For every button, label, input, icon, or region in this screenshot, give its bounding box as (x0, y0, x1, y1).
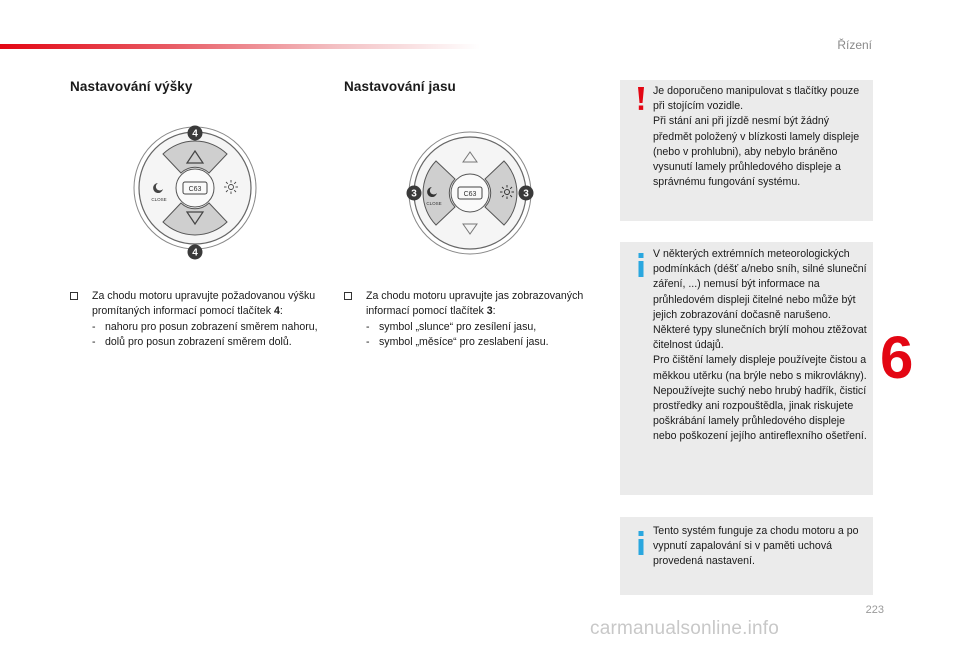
chapter-title: Řízení (837, 38, 872, 52)
info-icon (634, 252, 648, 278)
info-note (620, 517, 873, 595)
warning-note (620, 80, 873, 221)
section-title-brightness: Nastavování jasu (344, 79, 456, 94)
svg-text:C63: C63 (463, 191, 477, 198)
list-item: - dolů pro posun zobrazení směrem dolů. (92, 336, 292, 349)
svg-text:3: 3 (523, 188, 529, 200)
svg-text:4: 4 (192, 247, 198, 259)
note-text: V některých extrémních meteorologických podmínkách (déšť a/nebo sníh, silné sluneční záření, ...) nemusí být informace na průhledovém displeji čitelné nebo může být jejich zobrazování dočasně narušeno. Některé typy slunečních brýlí mohou ztěžovat čitelnost údajů. Pro čištění lamely displeje používejte čistou a měkkou utěrku (na brýle nebo s mikrovlákny). Nepoužívejte suchý nebo hrubý hadřík, čisticí prostředky ani rozpouštědla, jinak riskujete poškrábání lamely průhledového displeje nebo poškození jejího antireflexního ošetření. (653, 248, 867, 443)
svg-text:4: 4 (192, 128, 198, 140)
header-accent-bar (0, 44, 480, 49)
list-item: - symbol „měsíce“ pro zeslabení jasu. (366, 336, 549, 349)
checkbox-bullet-icon (344, 292, 352, 300)
section-title-height: Nastavování výšky (70, 79, 193, 94)
svg-text:CLOSE: CLOSE (151, 197, 167, 202)
checkbox-bullet-icon (70, 292, 78, 300)
height-instructions: Za chodu motoru upravujte požadovanou výšku promítaných informací pomocí tlačítek 4: - nahoru pro posun zobrazení směrem nahoru, - dolů pro posun zobrazení směrem dolů. (70, 289, 325, 351)
svg-text:CLOSE: CLOSE (426, 201, 442, 206)
svg-text:3: 3 (411, 188, 417, 200)
list-item: - symbol „slunce“ pro zesílení jasu, (366, 320, 537, 333)
height-control-diagram (125, 123, 265, 263)
info-note (620, 242, 873, 495)
note-text: Tento systém funguje za chodu motoru a po vypnutí zapalování si v paměti uchová provedená nastavení. (653, 525, 859, 568)
warning-icon (634, 86, 648, 112)
info-icon (634, 530, 648, 556)
page-number: 223 (865, 604, 884, 616)
list-item: - nahoru pro posun zobrazení směrem nahoru, (92, 320, 318, 333)
note-text: Je doporučeno manipulovat s tlačítky pouze při stojícím vozidle. Při stání ani při jízdě nesmí být žádný předmět položený v blízkosti lamely displeje (nebo v prohlubni), aby nebylo bráněno vysunutí lamely průhledového displeje a správnému fungování systému. (653, 85, 860, 189)
brightness-control-diagram (400, 123, 540, 263)
brightness-instructions: Za chodu motoru upravujte jas zobrazovaných informací pomocí tlačítek 3: - symbol „slunce“ pro zesílení jasu, - symbol „měsíce“ pro zeslabení jasu. (344, 289, 602, 351)
watermark: carmanualsonline.info (590, 618, 780, 639)
svg-text:C63: C63 (188, 186, 202, 193)
chapter-tab-number: 6 (880, 324, 914, 391)
